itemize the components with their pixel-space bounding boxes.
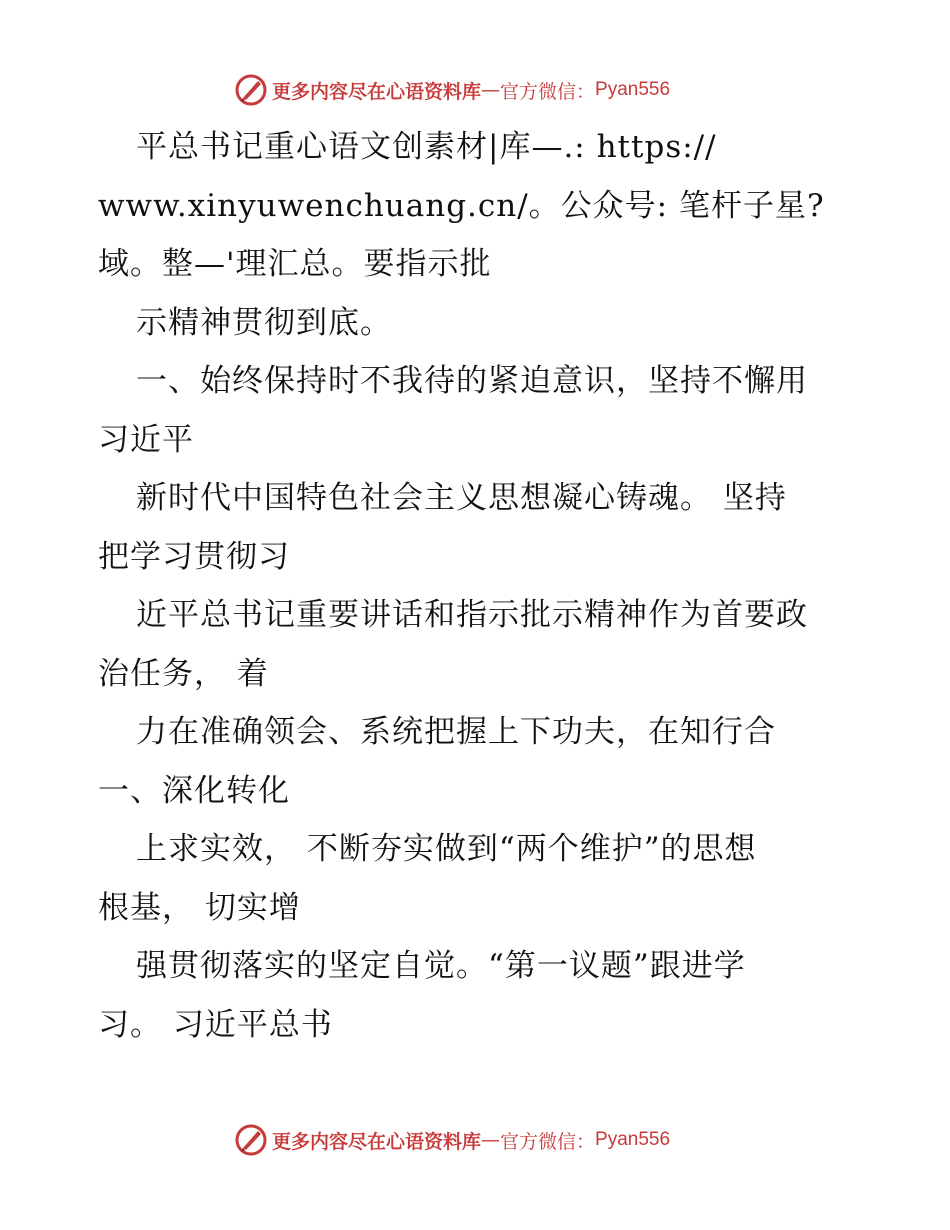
text-line: 习。 习近平总书 [98,1006,333,1043]
text-line: 平总书记重心语文创素材|库—.: https:// [136,129,717,165]
text-line: 示精神贯彻到底。 [136,304,392,341]
watermark-wechat-label: 官方微信： [500,80,596,103]
watermark-site-name: 更多内容尽在心语资料库 [272,80,482,103]
watermark-wechat-label: 官方微信： [500,1130,596,1153]
text-line: 习近平 [98,421,194,458]
watermark-wechat-id: Pyan556 [595,1129,671,1150]
watermark-site-name: 更多内容尽在心语资料库 [272,1130,482,1153]
text-line: 近平总书记重要讲话和指示批示精神作为首要政 [136,597,808,633]
text-line: 力在准确领会、系统把握上下功夫，在知行合 [136,714,776,750]
watermark-separator: — [481,1129,501,1151]
document-body [98,118,858,1054]
text-line: 新时代中国特色社会主义思想凝心铸魂。 坚持 [136,480,787,516]
text-line: 上求实效， 不断夯实做到“两个维护”的思想 [136,831,757,867]
watermark-separator: — [481,79,501,101]
quill-pen-logo-icon [234,73,268,107]
text-line: www.xinyuwenchuang.cn/。公众号: 笔杆子星? [98,187,825,224]
watermark-footer [234,1122,670,1158]
watermark-header [234,72,670,108]
text-line: 把学习贯彻习 [98,538,290,575]
quill-pen-logo-icon [234,1123,268,1157]
text-line: 一、始终保持时不我待的紧迫意识，坚持不懈用 [136,363,808,399]
text-line: 强贯彻落实的坚定自觉。“第一议题”跟进学 [136,948,746,984]
text-line: 域。整—'理汇总。要指示批 [98,246,492,282]
text-line: 治任务， 着 [98,655,269,692]
text-line: 根基， 切实增 [98,889,301,926]
watermark-wechat-id: Pyan556 [595,79,671,100]
text-line: 一、深化转化 [98,772,290,809]
